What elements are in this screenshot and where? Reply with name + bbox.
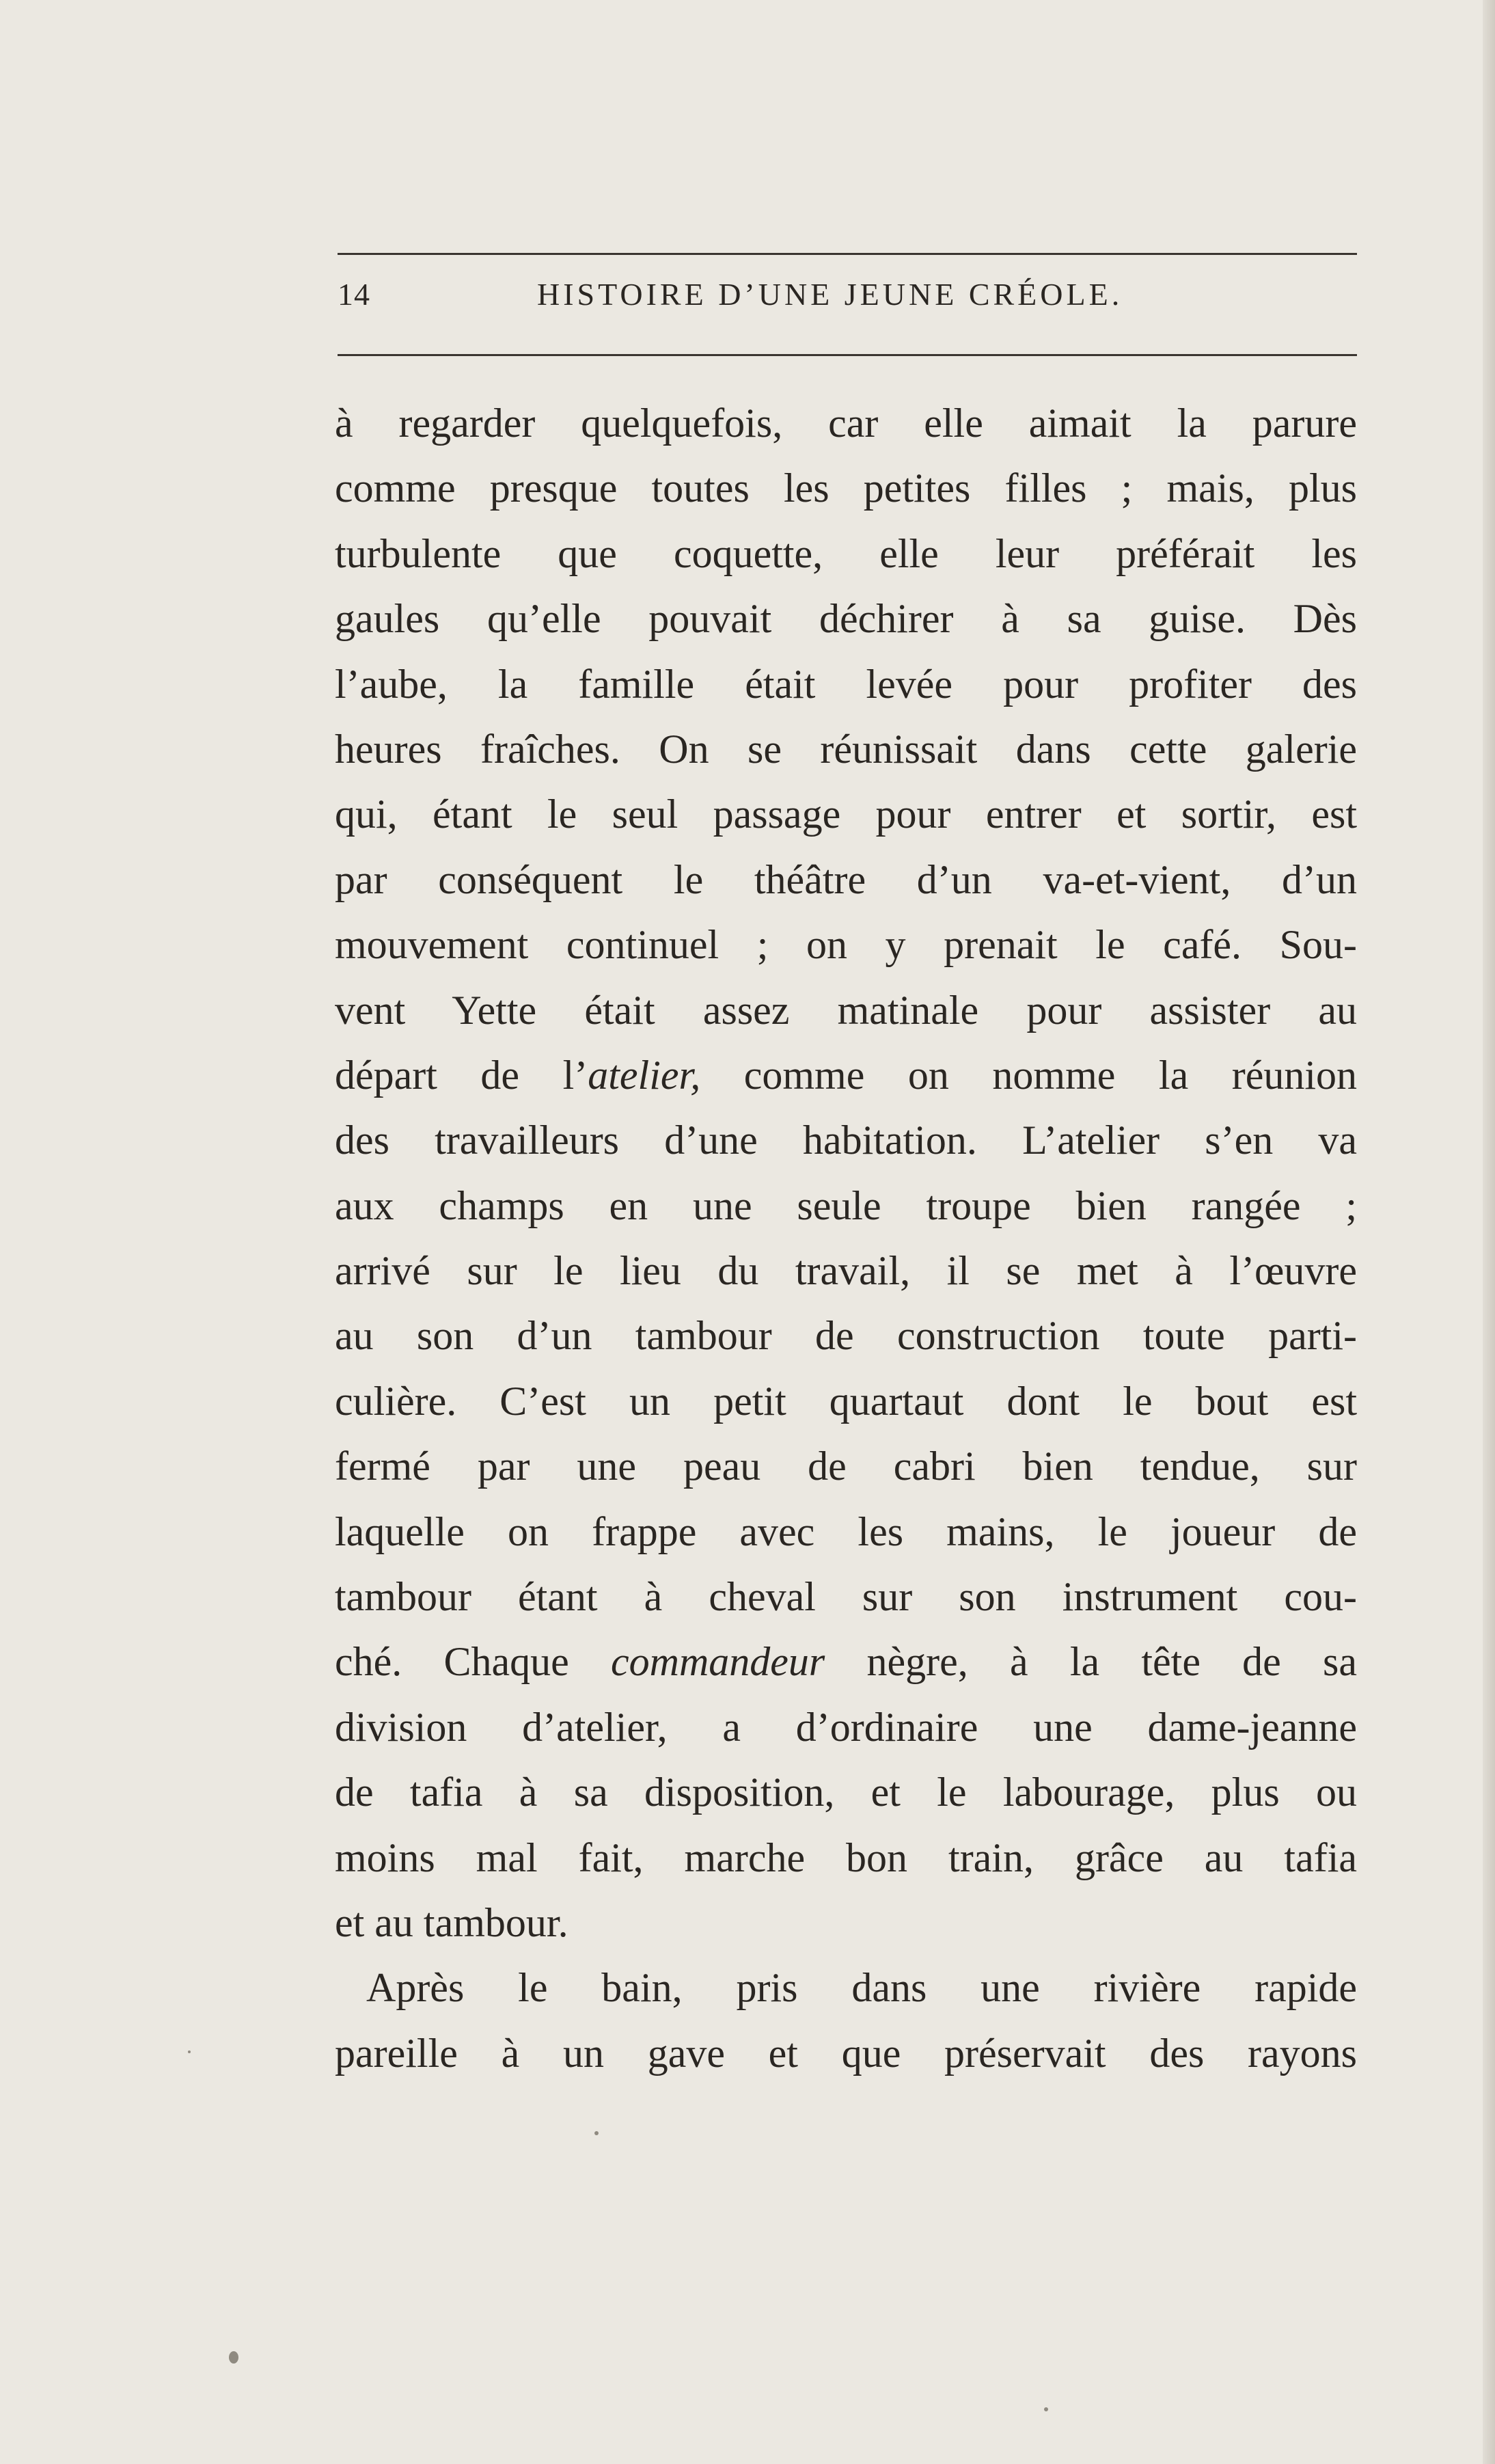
text-line: division d’atelier, a d’ordinaire une dame-jeanne xyxy=(335,1704,1357,1750)
page-number: 14 xyxy=(338,277,370,312)
italic-term-atelier: atelier, xyxy=(588,1052,701,1098)
text-line: l’aube, la famille était levée pour profiter des xyxy=(335,661,1357,707)
text-line: mouvement continuel ; on y prenait le café. Sou- xyxy=(335,922,1357,968)
text-line: gaules qu’elle pouvait déchirer à sa guise. Dès xyxy=(335,596,1357,642)
running-head xyxy=(338,276,1357,331)
text-line: turbulente que coquette, elle leur préférait les xyxy=(335,530,1357,576)
paragraph-start-line: Après le bain, pris dans une rivière rapide xyxy=(366,1965,1357,2011)
text-line: tambour étant à cheval sur son instrument cou- xyxy=(335,1574,1357,1620)
page-edge xyxy=(1483,0,1495,2464)
text-line: des travailleurs d’une habitation. L’atelier s’en va xyxy=(335,1118,1357,1163)
text-line: heures fraîches. On se réunissait dans cette galerie xyxy=(335,726,1357,772)
text-line-with-italic xyxy=(335,1043,1357,1108)
text-line: au son d’un tambour de construction toute parti- xyxy=(335,1313,1357,1359)
text-line-with-italic xyxy=(335,1629,1357,1694)
text-line: arrivé sur le lieu du travail, il se met à l’œuvre xyxy=(335,1248,1357,1294)
paper-speck xyxy=(1044,2407,1048,2411)
paper-speck xyxy=(229,2351,238,2364)
text-run: comme on nomme la réunion xyxy=(700,1052,1357,1098)
text-line: vent Yette était assez matinale pour assister au xyxy=(335,987,1357,1033)
text-line: fermé par une peau de cabri bien tendue, sur xyxy=(335,1444,1357,1489)
italic-term-commandeur: commandeur xyxy=(611,1639,825,1685)
text-line: et au tambour. xyxy=(335,1899,568,1945)
text-line: pareille à un gave et que préservait des rayons xyxy=(335,2030,1357,2076)
text-line: qui, étant le seul passage pour entrer et sortir, est xyxy=(335,791,1357,837)
header-rule-bottom xyxy=(338,354,1357,356)
paper-speck xyxy=(594,2131,599,2135)
text-run: départ de l’ xyxy=(335,1052,588,1098)
text-line: de tafia à sa disposition, et le labourage, plus ou xyxy=(335,1770,1357,1815)
text-line: comme presque toutes les petites filles ; mais, plus xyxy=(335,465,1357,511)
body-text xyxy=(335,391,1357,2086)
paper-speck xyxy=(188,2050,191,2053)
text-run: ché. Chaque xyxy=(335,1639,611,1685)
text-line: aux champs en une seule troupe bien rangée ; xyxy=(335,1182,1357,1228)
text-line: laquelle on frappe avec les mains, le joueur de xyxy=(335,1508,1357,1554)
text-line: par conséquent le théâtre d’un va-et-vient, d’un xyxy=(335,856,1357,902)
text-line: culière. C’est un petit quartaut dont le bout est xyxy=(335,1378,1357,1424)
running-title: HISTOIRE D’UNE JEUNE CRÉOLE. xyxy=(537,277,1123,312)
header-rule-top xyxy=(338,253,1357,255)
text-run: nègre, à la tête de sa xyxy=(825,1639,1357,1685)
text-line: à regarder quelquefois, car elle aimait la parure xyxy=(335,401,1357,446)
text-line: moins mal fait, marche bon train, grâce au tafia xyxy=(335,1835,1357,1880)
